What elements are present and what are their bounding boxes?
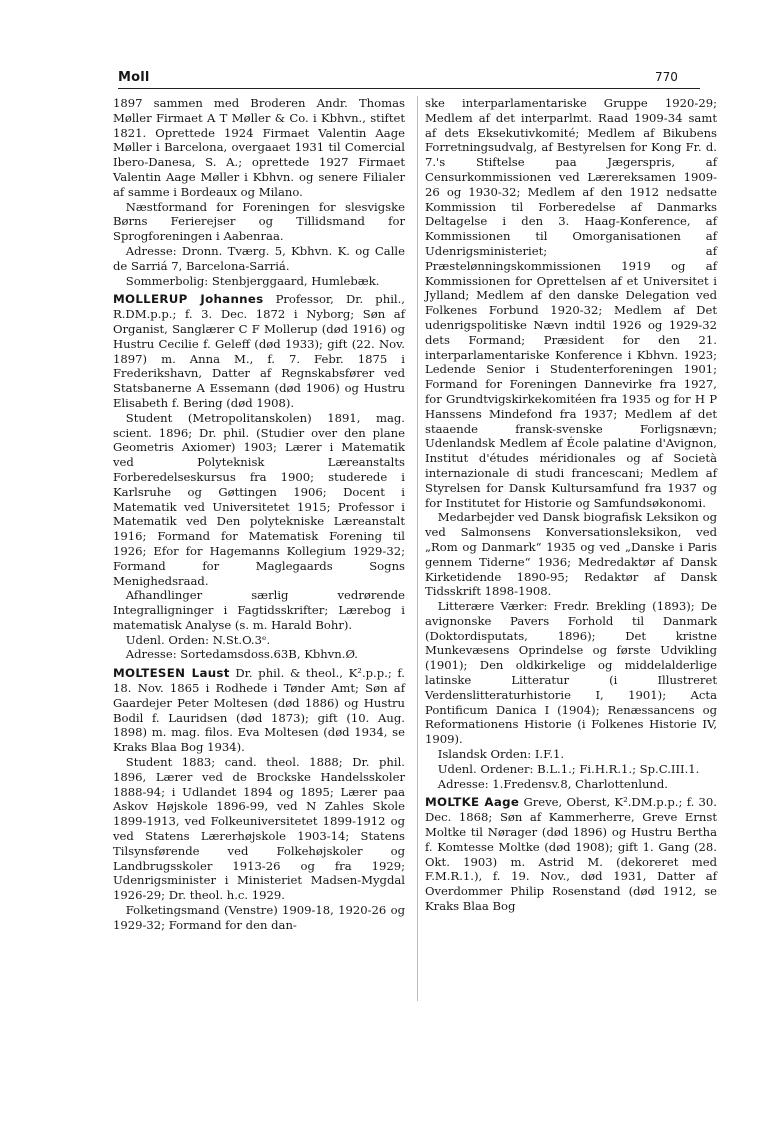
entry-paragraph: Folketingsmand (Venstre) 1909-18, 1920-26 og 1929-32; Formand for den dan- [113,903,405,932]
entry-address: Adresse: Sortedamsdoss.63B, Kbhvn.Ø. [125,647,358,662]
column-divider [417,96,418,1001]
entry-name: MOLLERUP Johannes [113,292,264,307]
entry-paragraph: Medarbejder ved Dansk biografisk Leksikon og ved Salmonsens Konversationsleksikon, ved „Rom og Danmark“ 1935 og ved „Danske i Paris gennem Tiderne“ 1936; Medredaktør af Dansk Kirketidende 1890-95; Redaktør af Dansk Tidsskrift 1898-1908. [425,510,717,599]
page-header [0,0,760,100]
entry-paragraph: Næstformand for Foreningen for slesvigske Børns Ferierejser og Tillidsmand for Sprogforeningen i Aabenraa. [113,199,405,244]
left-column [113,96,405,933]
header-rule [118,88,700,89]
entry-name: MOLTKE Aage [425,795,520,810]
page-number: 770 [655,70,678,84]
entry-intro: Greve, Oberst, K².DM.p.p.; f. 30. Dec. 1868; Søn af Kammerherre, Greve Ernst Moltke til Nørager (død 1896) og Hustru Bertha f. Komtesse Moltke (død 1908); gift 1. Gang (28. Okt. 1903) m. Astrid M. (dekoreret med F.M.R.1.), f. 19. Nov., død 1931, Datter af Overdommer Philip Rosenstand (død 1912, se Kraks Blaa Bog [425,795,717,914]
running-head: Moll [118,70,150,85]
entry-career: Student 1883; cand. theol. 1888; Dr. phil. 1896, Lærer ved de Brockske Handelsskoler 1888-94; i Udlandet 1894 og 1895; Lærer paa Askov Højskole 1896-99, ved N Zahles Skole 1899-1913, ved Folkeuniversitetet 1899-1912 og ved Statens Lærerhøjskole 1903-14; Statens Tilsynsførende ved Folkehøjskoler og Landbrugsskoler 1913-26 og fra 1929; Udenrigsminister i Ministeriet Madsen-Mygdal 1926-29; Dr. theol. h.c. 1929. [113,755,405,903]
entry-orders: Udenl. Ordener: B.L.1.; Fi.H.R.1.; Sp.C.III.1. [437,761,700,776]
entry-moltesen [113,666,405,755]
entry-address: Adresse: Dronn. Tværg. 5, Kbhvn. K. og Calle de Sarriá 7, Barcelona-Sarriá. [113,243,405,273]
entry-name: MOLTESEN Laust [113,666,230,681]
entry-works: Litterære Værker: Fredr. Brekling (1893); De avignonske Pavers Forhold til Danmark (Doktordisputats, 1896); Det kristne Munkevæsens Oprindelse og første Udvikling (1901); Den oldkirkelige og middelalderlige latinske Litteratur (i Illustreret Verdenslitteraturhistorie I, 1901); Acta Pontificum Danica I (1904); Renæssancens og Reformationens Historie (i Folkenes Historie IV, 1909). [425,599,717,747]
entry-continuation: 1897 sammen med Broderen Andr. Thomas Møller Firmaet A T Møller & Co. i Kbhvn., stiftet 1821. Oprettede 1924 Firmaet Valentin Aage Møller i Barcelona, overgaaet 1931 til Comercial Ibero-Danesa, S. A.; oprettede 1927 Firmaet Valentin Aage Møller i Kbhvn. og senere Filialer af samme i Bordeaux og Milano. [113,96,405,199]
entry-moltke [425,795,717,913]
entry-summer-residence: Sommerbolig: Stenbjerggaard, Humlebæk. [125,273,380,288]
right-column [425,96,717,914]
entry-address: Adresse: 1.Fredensv.8, Charlottenlund. [437,776,668,791]
entry-continuation: ske interparlamentariske Gruppe 1920-29; Medlem af det interparlmt. Raad 1909-34 samt af dets Eksekutivkomité; Medlem af Bikubens Forretningsudvalg, af Bestyrelsen for Kong Fr. d. 7.'s Stiftelse paa Jægerspris, af Censurkommissionen ved Lærereksamen 1909-26 og 1930-32; Medlem af den 1912 nedsatte Kommission til Forberedelse af Danmarks Deltagelse i den 3. Haag-Konference, af Kommissionen til Omorganisationen af Udenrigsministeriet; af Præstelønningskommissionen 1919 og af Kommissionen for Oprettelsen af et Universitet i Jylland; Medlem af den danske Delegation ved Folkenes Forbund 1920-32; Medlem af Det udenrigspolitiske Nævn indtil 1926 og 1929-32 dets Formand; Præsident for den 21. interparlamentariske Konference i Kbhvn. 1923; Ledende Senior i Studenterforeningen 1901; Formand for Foreningen Dannevirke fra 1927, for Grundtvigskirkekomitéen fra 1935 og for H P Hanssens Mindefond fra 1937; Medlem af det staaende fransk-svenske Forligsnævn; Udenlandsk Medlem af École palatine d'Avignon, Institut d'études méridionales og af Società internazionale di studi francescani; Medlem af Styrelsen for Dansk Kultursamfund fra 1937 og for Institutet for Historie og Samfundsøkonomi. [425,96,717,510]
entry-orders: Udenl. Orden: N.St.O.3ᵉ. [125,632,271,647]
entry-intro: Dr. phil. & theol., K².p.p.; f. 18. Nov. 1865 i Rodhede i Tønder Amt; Søn af Gaardejer Peter Moltesen (død 1886) og Hustru Bodil f. Lauridsen (død 1873); gift (10. Aug. 1898) m. mag. filos. Eva Moltesen (død 1934, se Kraks Blaa Bog 1934). [113,666,405,755]
entry-career: Student (Metropolitanskolen) 1891, mag. scient. 1896; Dr. phil. (Studier over den plane Geometris Axiomer) 1903; Lærer i Matematik ved Polyteknisk Læreanstalts Forberedelseskursus fra 1900; studerede i Karlsruhe og Gøttingen 1906; Docent i Matematik ved Universitetet 1915; Professor i Matematik ved Den polytekniske Læreanstalt 1916; Formand for Matematisk Forening til 1926; Efor for Hagemanns Kollegium 1929-32; Formand for Maglegaards Sogns Menighedsraad. [113,410,405,588]
entry-orders: Islandsk Orden: I.F.1. [437,747,565,762]
entry-works: Afhandlinger særlig vedrørende Integralligninger i Fagtidsskrifter; Lærebog i matematisk Analyse (s. m. Harald Bohr). [113,588,405,632]
entry-mollerup [113,292,405,410]
entry-intro: Professor, Dr. phil., R.DM.p.p.; f. 3. Dec. 1872 i Nyborg; Søn af Organist, Sanglærer C F Mollerup (død 1916) og Hustru Cecilie f. Geleff (død 1933); gift (22. Nov. 1897) m. Anna M., f. 7. Febr. 1875 i Frederikshavn, Datter af Regnskabsfører ved Statsbanerne A Essemann (død 1906) og Hustru Elisabeth f. Bering (død 1908). [113,292,405,410]
